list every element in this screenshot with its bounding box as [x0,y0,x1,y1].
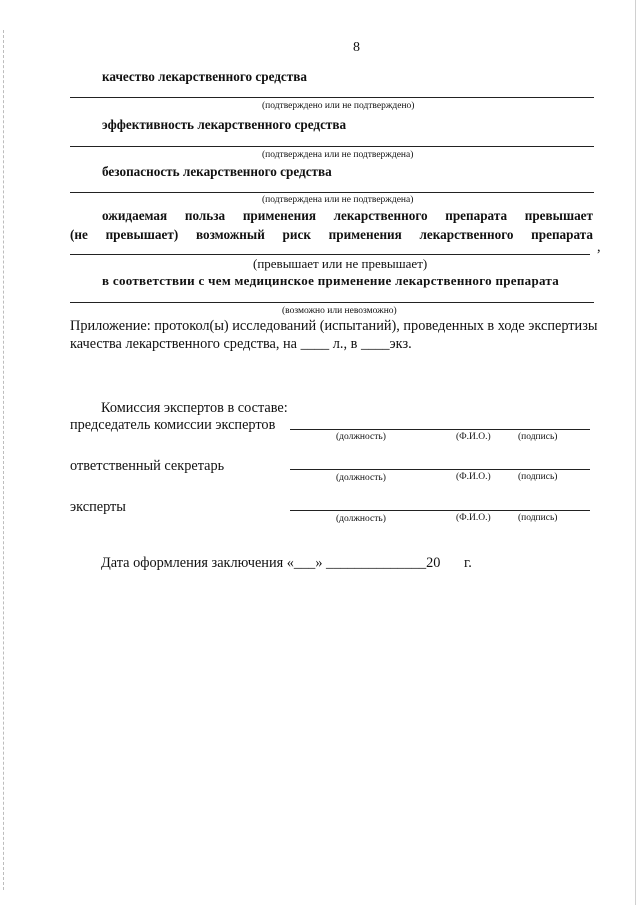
benefit-word: лекарственного [419,227,514,242]
safety-fill-line [70,192,594,193]
experts-position-caption: (должность) [336,514,386,524]
medical-use-label: в соответствии с чем медицинское применение лекарственного препарата [102,273,560,288]
experts-fill-line [290,510,590,511]
benefit-word: превышает [524,208,593,223]
date-line-label: Дата оформления заключения «___» ______________20 [101,555,441,571]
quality-label: качество лекарственного средства [102,69,307,84]
efficacy-fill-line [70,146,594,147]
scan-right-edge [635,0,636,905]
efficacy-label: эффективность лекарственного средства [102,117,347,132]
appendix-line-2: качества лекарственного средства, на ____ л., в ____экз. [70,336,412,352]
date-line-suffix: г. [464,555,472,571]
chair-position-caption: (должность) [336,432,386,442]
secretary-fill-line [290,469,590,470]
secretary-position-caption: (должность) [336,473,386,483]
scan-left-edge [3,30,4,890]
benefit-word: польза [184,208,226,223]
benefit-word: риск [282,227,311,242]
secretary-name-caption: (Ф.И.О.) [456,472,491,482]
benefit-word: ожидаемая [102,208,168,223]
chair-name-caption: (Ф.И.О.) [456,432,491,442]
benefit-line-1 [102,208,593,224]
benefit-fill-line [70,254,590,255]
benefit-word: препарата [445,208,508,223]
benefit-word: превышает) [105,227,179,242]
benefit-word: (не [70,227,88,242]
quality-fill-line [70,97,594,98]
chair-label: председатель комиссии экспертов [70,417,276,433]
experts-signature-caption: (подпись) [518,513,558,523]
benefit-word: применения [242,208,316,223]
experts-name-caption: (Ф.И.О.) [456,513,491,523]
benefit-caption: (превышает или не превышает) [253,256,428,271]
safety-label: безопасность лекарственного средства [102,164,332,179]
quality-caption: (подтверждено или не подтверждено) [262,101,415,111]
benefit-word: лекарственного [333,208,428,223]
efficacy-caption: (подтверждена или не подтверждена) [262,150,414,160]
medical-use-fill-line [70,302,594,303]
benefit-word: препарата [531,227,593,242]
medical-use-caption: (возможно или невозможно) [282,306,397,316]
benefit-word: применения [328,227,402,242]
experts-label: эксперты [70,499,126,515]
chair-fill-line [290,429,590,430]
benefit-word: возможный [195,227,265,242]
benefit-trailing-comma: , [597,239,601,255]
chair-signature-caption: (подпись) [518,432,558,442]
secretary-label: ответственный секретарь [70,458,225,474]
safety-caption: (подтверждена или не подтверждена) [262,195,414,205]
commission-title: Комиссия экспертов в составе: [101,400,288,416]
page-number: 8 [353,40,360,55]
appendix-line-1: Приложение: протокол(ы) исследований (испытаний), проведенных в ходе экспертизы [70,318,598,334]
secretary-signature-caption: (подпись) [518,472,558,482]
benefit-line-2 [70,227,593,243]
